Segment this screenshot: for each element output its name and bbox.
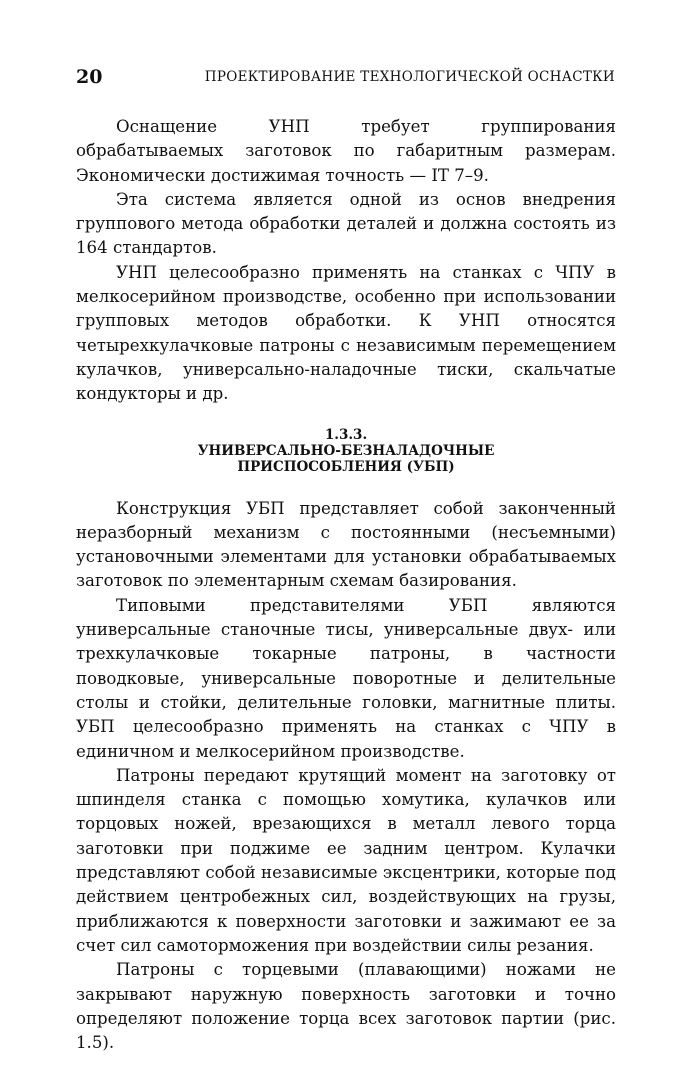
page-header xyxy=(76,66,615,90)
section-number: 1.3.3. xyxy=(324,426,368,443)
page-body xyxy=(76,115,616,1055)
paragraph: Патроны с торцевыми (плавающими) ножами не закрывают наружную поверхность заготовки и точно определяют положение торца всех заготовок партии (рис. 1.5). xyxy=(76,960,616,1053)
paragraph: Эта система является одной из основ внедрения группового метода обработки деталей и должна состоять из 164 стандартов. xyxy=(76,189,616,258)
page-number: 20 xyxy=(76,66,103,88)
paragraph: Патроны передают крутящий момент на заготовку от шпинделя станка с помощью хомутика, кулачков или торцовых ножей, врезающихся в металл левого торца заготовки при поджиме ее задним центром. Кулачки представляют собой независимые эксцентрики, которые под действием центробежных сил, воздействующих на грузы, приближаются к поверхности заготовки и зажимают ее за счет сил самоторможения при воздействии силы резания. xyxy=(76,765,616,955)
section-heading xyxy=(76,427,616,475)
paragraph: Конструкция УБП представляет собой законченный неразборный механизм с постоянными (несъемными) установочными элементами для установки обрабатываемых заготовок по элементарным схемам базирования. xyxy=(76,498,616,591)
paragraph: УНП целесообразно применять на станках с ЧПУ в мелкосерийном производстве, особенно при использовании групповых методов обработки. К УНП относятся четырехкулачковые патроны с независимым перемещением кулачков, универсально-наладочные тиски, скальчатые кондукторы и др. xyxy=(76,262,616,404)
running-title: ПРОЕКТИРОВАНИЕ ТЕХНОЛОГИЧЕСКОЙ ОСНАСТКИ xyxy=(204,69,615,85)
paragraph: Оснащение УНП требует группирования обрабатываемых заготовок по габаритным размерам. Экономически достижимая точность — IT 7–9. xyxy=(76,117,616,185)
section-title-line-1: УНИВЕРСАЛЬНО-БЕЗНАЛАДОЧНЫЕ xyxy=(197,442,495,459)
section-title-line-2: ПРИСПОСОБЛЕНИЯ (УБП) xyxy=(237,458,455,475)
paragraph: Типовыми представителями УБП являются универсальные станочные тисы, универсальные двух- или трехкулачковые токарные патроны, в частности поводковые, универсальные поворотные и делительные столы и стойки, делительные головки, магнитные плиты. УБП целесообразно применять на станках с ЧПУ в единичном и мелкосерийном производстве. xyxy=(76,595,616,761)
